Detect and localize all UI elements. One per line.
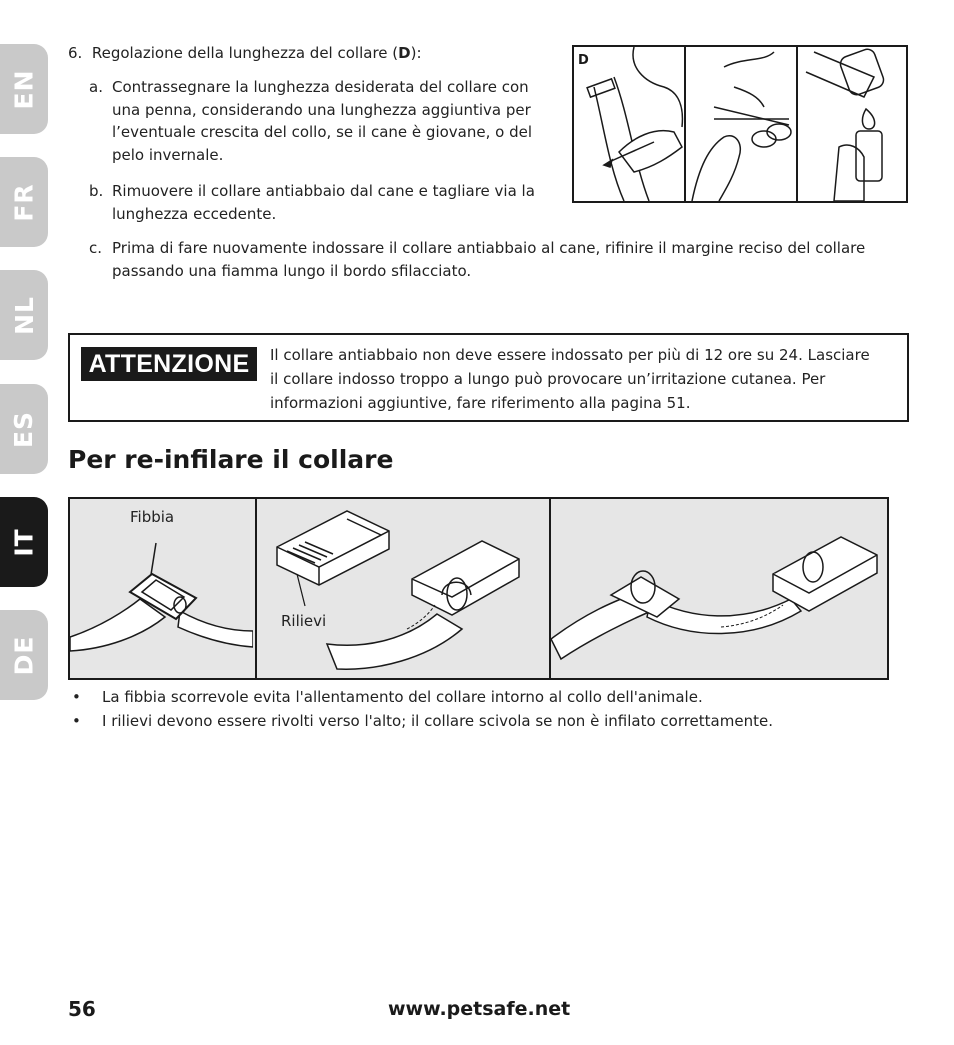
lang-tab-label: IT [9, 527, 39, 557]
step-number: 6. [68, 44, 83, 62]
text-line: passando una fiamma lungo il bordo sfilacciato. [112, 261, 472, 280]
lang-tab-label: EN [9, 68, 39, 110]
substep-letter: a. [89, 78, 103, 96]
page-number: 56 [68, 997, 96, 1021]
warning-text [270, 343, 902, 415]
lang-tab-it[interactable] [0, 497, 48, 587]
figure-panel-buckle [70, 499, 253, 678]
figure-panel-ridges [255, 499, 549, 678]
text-line: Il collare antiabbaio non deve essere indossato per più di 12 ore su 24. Lasciare [270, 346, 870, 364]
bullet-symbol: • [72, 712, 81, 730]
website-link[interactable]: www.petsafe.net [388, 998, 571, 1020]
bullet-text: I rilievi devono essere rivolti verso l'alto; il collare scivola se non è infilato correttamente. [102, 712, 773, 730]
text-line: pelo invernale. [112, 145, 224, 164]
step-heading-end: ): [410, 44, 422, 62]
substep-body [112, 180, 535, 225]
marking-illustration [587, 47, 682, 201]
section-title: Per re-infilare il collare [68, 445, 394, 474]
buckle-illustration [70, 499, 253, 678]
lang-tab-es[interactable] [0, 384, 48, 474]
substep-b [89, 180, 569, 226]
warning-badge: ATTENZIONE [81, 347, 257, 381]
bullet-symbol: • [72, 688, 81, 706]
bullet-text: La fibbia scorrevole evita l'allentamento del collare intorno al collo dell'animale. [102, 688, 703, 706]
threaded-illustration [551, 499, 887, 678]
text-line: Contrassegnare la lunghezza desiderata del collare con [112, 78, 529, 96]
figure-d-label: D [578, 53, 589, 68]
substep-letter: b. [89, 182, 104, 200]
substep-letter: c. [89, 239, 103, 257]
ridges-label: Rilievi [281, 612, 327, 630]
text-line: informazioni aggiuntive, fare riferimento alla pagina 51. [270, 394, 691, 412]
warning-box [68, 333, 909, 422]
bullet-list [72, 685, 912, 733]
lang-tab-nl[interactable] [0, 270, 48, 360]
lang-tab-fr[interactable] [0, 157, 48, 247]
step-heading-text: Regolazione della lunghezza del collare ( [91, 44, 399, 62]
text-line: una penna, considerando una lunghezza aggiuntiva per [112, 100, 531, 119]
text-line: l’eventuale crescita del collo, se il cane è giovane, o del [112, 123, 532, 141]
text-line: Prima di fare nuovamente indossare il collare antiabbaio al cane, rifinire il margine reciso del collare [112, 239, 866, 257]
substep-body [112, 76, 532, 166]
buckle-label: Fibbia [130, 508, 175, 526]
substep-c [89, 237, 919, 283]
lang-tab-label: FR [9, 182, 39, 222]
figure-ref: D [398, 44, 411, 62]
scissors-illustration [692, 52, 791, 201]
lang-tab-en[interactable] [0, 44, 48, 134]
figure-d-illustration [574, 47, 906, 201]
substep-body [112, 237, 865, 282]
substep-a [89, 76, 569, 168]
figure-panel-threaded [549, 499, 887, 678]
figure-d [572, 45, 908, 203]
rethread-figure [68, 497, 889, 680]
lighter-illustration [806, 47, 886, 201]
ridges-illustration [257, 499, 549, 678]
lang-tab-label: DE [9, 635, 39, 675]
text-line: il collare indosso troppo a lungo può provocare un’irritazione cutanea. Per [270, 370, 826, 388]
lang-tab-label: NL [9, 295, 39, 335]
list-item [72, 709, 912, 733]
text-line: Rimuovere il collare antiabbaio dal cane e tagliare via la [112, 182, 535, 200]
lang-tab-label: ES [9, 410, 39, 448]
list-item [72, 685, 912, 709]
step-6-heading [68, 42, 568, 65]
lang-tab-de[interactable] [0, 610, 48, 700]
text-line: lunghezza eccedente. [112, 204, 277, 223]
